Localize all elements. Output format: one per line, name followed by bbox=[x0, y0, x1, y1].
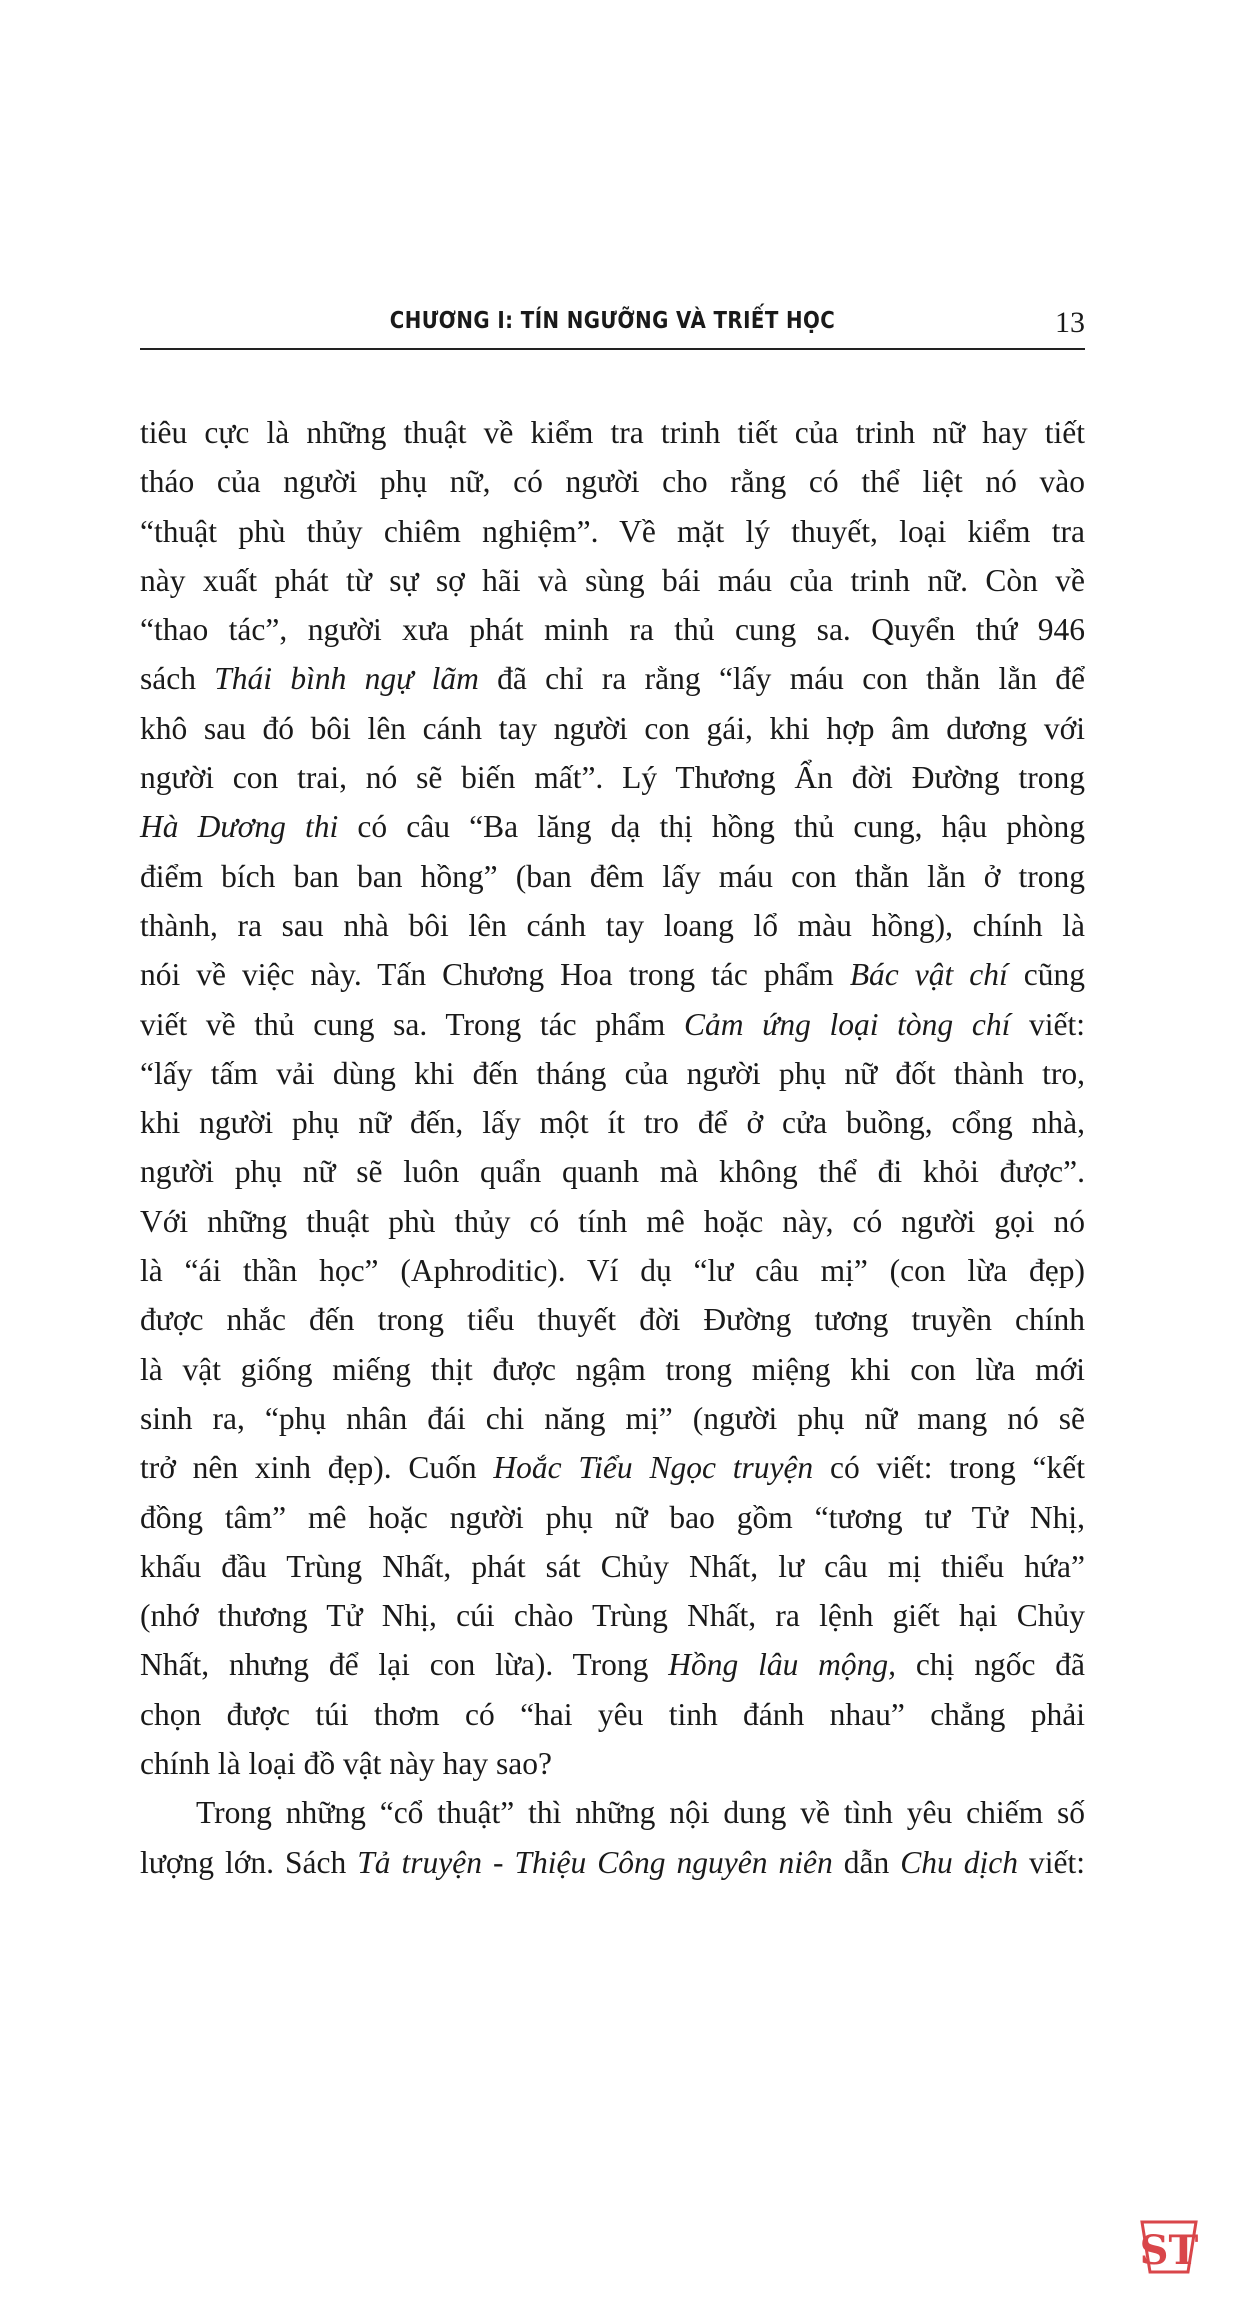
text-line bbox=[140, 753, 1085, 802]
text-segment: viết: bbox=[1017, 1844, 1085, 1880]
running-header bbox=[140, 300, 1085, 350]
text-line bbox=[140, 1345, 1085, 1394]
text-segment: người phụ nữ sẽ luôn quẩn quanh mà không thể đi khỏi được”. bbox=[140, 1154, 1085, 1190]
italic-title: Tả truyện - Thiệu Công nguyên niên bbox=[357, 1844, 833, 1880]
italic-title: Bác vật chí bbox=[849, 957, 1008, 993]
text-line bbox=[140, 1640, 1085, 1689]
text-line bbox=[140, 1443, 1085, 1492]
text-segment: có viết: trong “kết bbox=[813, 1450, 1085, 1486]
text-line bbox=[140, 1000, 1085, 1049]
text-segment: nói về việc này. Tấn Chương Hoa trong tác phẩm bbox=[140, 957, 850, 993]
text-segment: “lấy tấm vải dùng khi đến tháng của người phụ nữ đốt thành tro, bbox=[140, 1055, 1085, 1091]
text-line bbox=[140, 1197, 1085, 1246]
text-segment: trở nên xinh đẹp). Cuốn bbox=[140, 1450, 494, 1486]
publisher-logo bbox=[1138, 2218, 1200, 2276]
italic-title: Cảm ứng loại tòng chí bbox=[683, 1006, 1011, 1042]
italic-title: Hồng lâu mộng, bbox=[668, 1647, 897, 1683]
text-line bbox=[140, 1739, 1085, 1788]
text-segment: cũng bbox=[1007, 957, 1085, 993]
text-line bbox=[140, 852, 1085, 901]
text-line bbox=[140, 605, 1085, 654]
text-segment: này xuất phát từ sự sợ hãi và sùng bái máu của trinh nữ. Còn về bbox=[140, 562, 1085, 598]
italic-title: Chu dịch bbox=[900, 1844, 1018, 1880]
page-number: 13 bbox=[1055, 306, 1085, 339]
text-segment: (nhớ thương Tử Nhị, cúi chào Trùng Nhất, ra lệnh giết hại Chủy bbox=[140, 1598, 1085, 1634]
text-segment: thành, ra sau nhà bôi lên cánh tay loang lổ màu hồng), chính là bbox=[140, 907, 1085, 943]
text-line bbox=[140, 1788, 1085, 1837]
text-segment: “thao tác”, người xưa phát minh ra thủ cung sa. Quyển thứ 946 bbox=[140, 612, 1085, 648]
text-line bbox=[140, 1394, 1085, 1443]
text-segment: là vật giống miếng thịt được ngậm trong miệng khi con lừa mới bbox=[140, 1351, 1085, 1387]
text-segment: có câu “Ba lăng dạ thị hồng thủ cung, hậu phòng bbox=[338, 809, 1085, 845]
text-line bbox=[140, 1246, 1085, 1295]
text-segment: lượng lớn. Sách bbox=[140, 1844, 358, 1880]
body-text bbox=[140, 408, 1085, 1887]
text-line bbox=[140, 1591, 1085, 1640]
text-segment: khấu đầu Trùng Nhất, phát sát Chủy Nhất, lư câu mị thiểu hứa” bbox=[140, 1548, 1085, 1584]
text-segment: Với những thuật phù thủy có tính mê hoặc này, có người gọi nó bbox=[140, 1203, 1085, 1239]
text-segment: đồng tâm” mê hoặc người phụ nữ bao gồm “tương tư Tử Nhị, bbox=[140, 1499, 1085, 1535]
text-line bbox=[140, 1147, 1085, 1196]
text-line bbox=[140, 1295, 1085, 1344]
text-segment: khi người phụ nữ đến, lấy một ít tro để ở cửa buồng, cổng nhà, bbox=[140, 1105, 1085, 1141]
text-segment: khô sau đó bôi lên cánh tay người con gái, khi hợp âm dương với bbox=[140, 710, 1085, 746]
text-line bbox=[140, 408, 1085, 457]
text-line bbox=[140, 704, 1085, 753]
chapter-title: CHƯƠNG I: TÍN NGƯỠNG VÀ TRIẾT HỌC bbox=[389, 308, 836, 334]
text-segment: chọn được túi thơm có “hai yêu tinh đánh nhau” chẳng phải bbox=[140, 1696, 1085, 1732]
text-line bbox=[140, 901, 1085, 950]
text-segment: viết: bbox=[1010, 1006, 1085, 1042]
text-line bbox=[140, 1542, 1085, 1591]
text-segment: sách bbox=[140, 661, 215, 697]
text-segment: “thuật phù thủy chiêm nghiệm”. Về mặt lý thuyết, loại kiểm tra bbox=[140, 513, 1085, 549]
text-segment: viết về thủ cung sa. Trong tác phẩm bbox=[140, 1006, 684, 1042]
text-segment: tháo của người phụ nữ, có người cho rằng có thể liệt nó vào bbox=[140, 464, 1085, 500]
text-segment: chị ngốc đã bbox=[896, 1647, 1086, 1683]
text-line bbox=[140, 1049, 1085, 1098]
italic-title: Hà Dương thi bbox=[140, 809, 339, 845]
text-segment: là “ái thần học” (Aphroditic). Ví dụ “lư câu mị” (con lừa đẹp) bbox=[140, 1253, 1085, 1289]
italic-title: Thái bình ngự lãm bbox=[214, 661, 479, 697]
text-line bbox=[140, 654, 1085, 703]
text-line bbox=[140, 802, 1085, 851]
text-segment: Trong những “cổ thuật” thì những nội dung về tình yêu chiếm số bbox=[196, 1795, 1085, 1831]
text-line bbox=[140, 507, 1085, 556]
text-segment: đã chỉ ra rằng “lấy máu con thằn lằn để bbox=[478, 661, 1086, 697]
text-segment: người con trai, nó sẽ biến mất”. Lý Thương Ẩn đời Đường trong bbox=[140, 760, 1085, 796]
text-line bbox=[140, 457, 1085, 506]
italic-title: Hoắc Tiểu Ngọc truyện bbox=[493, 1450, 814, 1486]
text-segment: điểm bích ban ban hồng” (ban đêm lấy máu con thằn lằn ở trong bbox=[140, 858, 1085, 894]
text-line bbox=[140, 1690, 1085, 1739]
text-segment: tiêu cực là những thuật về kiểm tra trinh tiết của trinh nữ hay tiết bbox=[140, 415, 1085, 450]
text-segment: chính là loại đồ vật này hay sao? bbox=[140, 1746, 552, 1782]
text-segment: dẫn bbox=[832, 1844, 901, 1880]
text-line bbox=[140, 1098, 1085, 1147]
text-segment: Nhất, nhưng để lại con lừa). Trong bbox=[140, 1647, 669, 1683]
text-segment: được nhắc đến trong tiểu thuyết đời Đường tương truyền chính bbox=[140, 1302, 1085, 1338]
text-segment: sinh ra, “phụ nhân đái chi năng mị” (người phụ nữ mang nó sẽ bbox=[140, 1400, 1085, 1436]
text-line bbox=[140, 556, 1085, 605]
text-line bbox=[140, 950, 1085, 999]
logo-text: ST bbox=[1139, 2227, 1199, 2274]
text-line bbox=[140, 1493, 1085, 1542]
text-line bbox=[140, 1838, 1085, 1887]
